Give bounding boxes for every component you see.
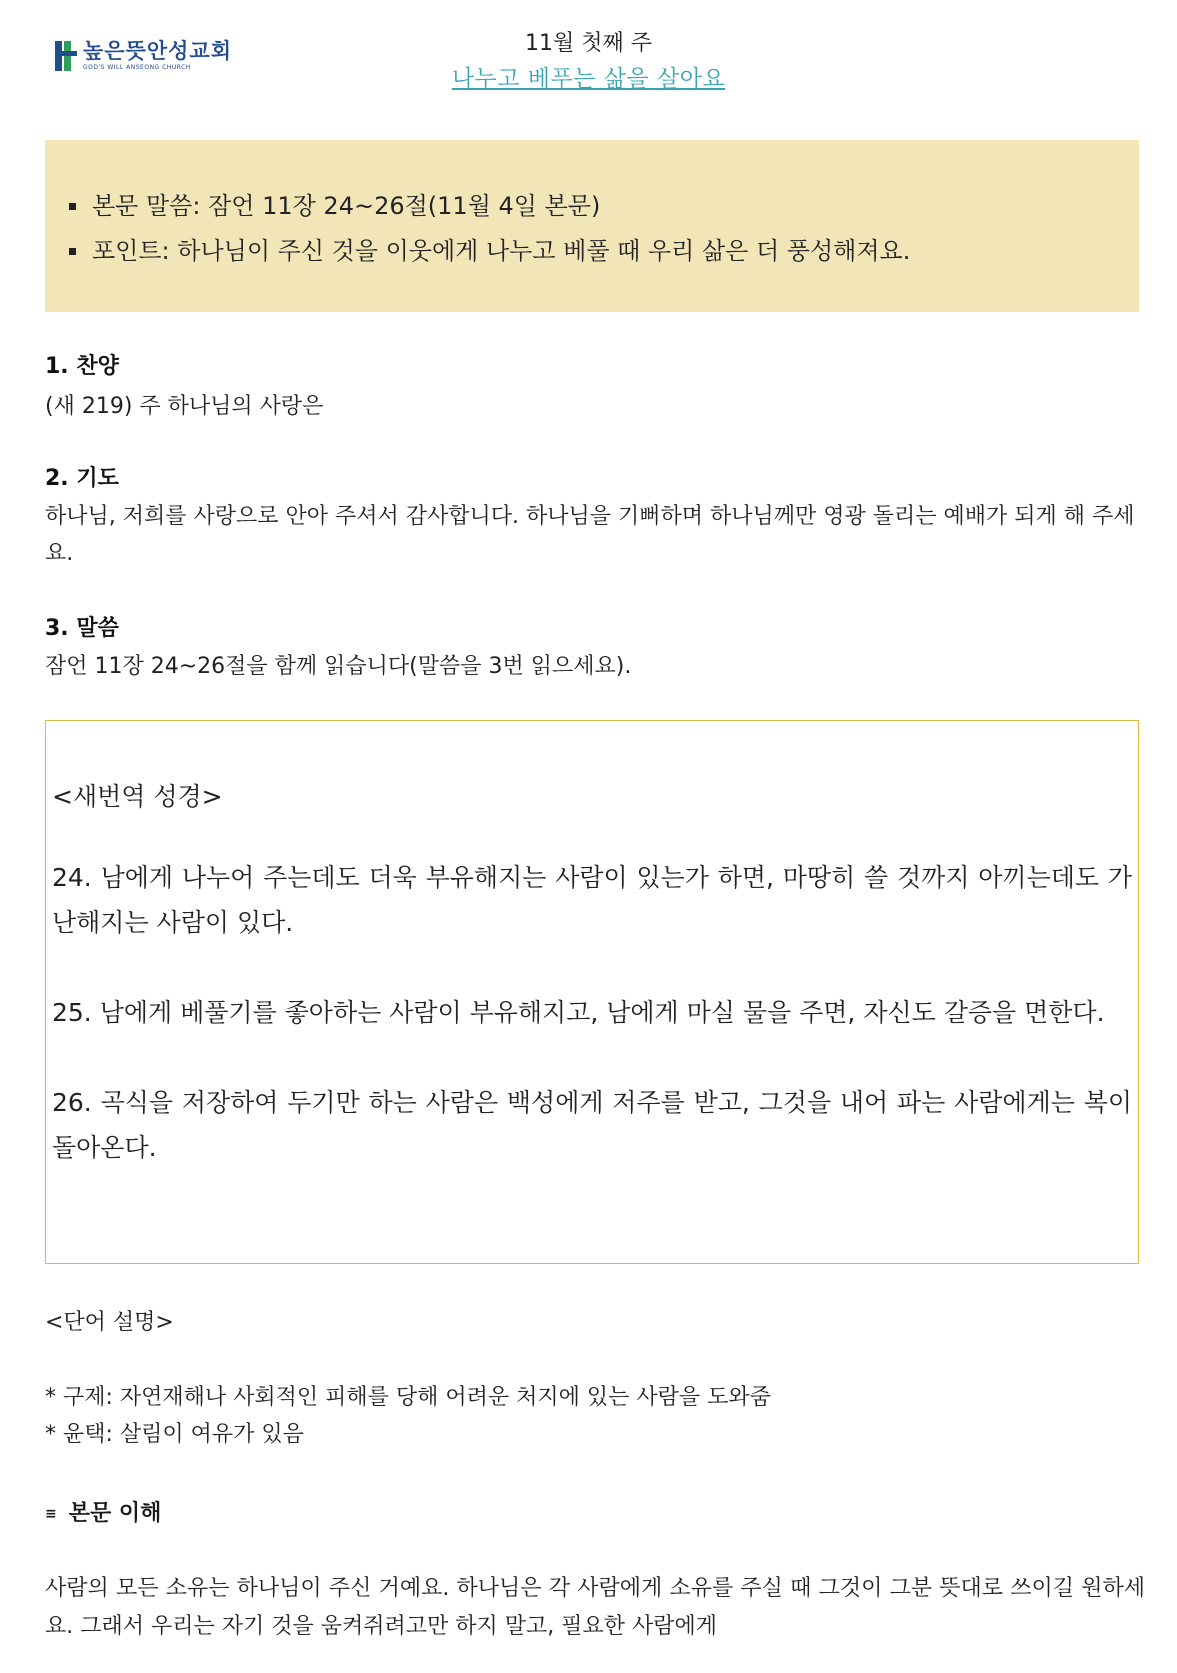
section-title: 2. 기도	[45, 466, 119, 491]
menu-lines-icon: ≡	[45, 1506, 57, 1522]
week-label: 11월 첫째 주	[525, 31, 652, 56]
section-body: 하나님, 저희를 사랑으로 안아 주셔서 감사합니다. 하나님을 기뻐하며 하나님께만 영광 돌리는 예배가 되게 해 주세요.	[45, 504, 1135, 566]
glossary-heading: <단어 설명>	[45, 1310, 174, 1335]
understanding-heading	[45, 1498, 161, 1530]
bible-verse: 24. 남에게 나누어 주는데도 더욱 부유해지는 사람이 있는가 하면, 마땅히 쓸 것까지 아끼는데도 가난해지는 사람이 있다.	[52, 863, 1132, 937]
bible-verse: 26. 곡식을 저장하여 두기만 하는 사람은 백성에게 저주를 받고, 그것을 내어 파는 사람에게는 복이 돌아온다.	[52, 1088, 1132, 1162]
glossary-item: * 윤택: 살림이 여유가 있음	[45, 1422, 304, 1447]
page-header	[0, 28, 1177, 96]
bible-version-heading: <새번역 성경>	[52, 782, 223, 811]
word-glossary	[45, 1305, 1145, 1453]
bullet-icon	[69, 203, 76, 210]
bullet-icon	[69, 248, 76, 255]
summary-text: 포인트: 하나님이 주신 것을 이웃에게 나누고 베풀 때 우리 삶은 더 풍성해져요.	[92, 237, 911, 265]
summary-item	[65, 229, 1139, 274]
bible-verse: 25. 남에게 베풀기를 좋아하는 사람이 부유해지고, 남에게 마실 물을 주면, 자신도 갈증을 면한다.	[52, 998, 1105, 1027]
bible-passage-box	[45, 720, 1139, 1264]
page-title: 나누고 베푸는 삶을 살아요	[451, 66, 726, 92]
summary-item	[65, 184, 1139, 229]
summary-text: 본문 말씀: 잠언 11장 24~26절(11월 4일 본문)	[92, 192, 601, 220]
section-praise	[45, 352, 1145, 425]
section-word	[45, 614, 1145, 685]
logo-subtitle: GOD'S WILL ANSEONG CHURCH	[83, 64, 191, 71]
section-title: 3. 말씀	[45, 616, 119, 641]
section-body: (새 219) 주 하나님의 사랑은	[45, 394, 324, 419]
understanding-paragraph: 사람의 모든 소유는 하나님이 주신 거예요. 하나님은 각 사람에게 소유를 주실 때 그것이 그분 뜻대로 쓰이길 원하세요. 그래서 우리는 자기 것을 움켜쥐려고만 하지 말고, 필요한 사람에게	[45, 1576, 1145, 1639]
summary-box	[45, 140, 1139, 312]
glossary-item: * 구제: 자연재해나 사회적인 피해를 당해 어려운 처지에 있는 사람을 도와줌	[45, 1385, 771, 1410]
logo-name: 높은뜻안성교회	[83, 39, 233, 63]
section-body: 잠언 11장 24~26절을 함께 읽습니다(말씀을 3번 읽으세요).	[45, 654, 632, 679]
section-prayer	[45, 464, 1145, 572]
section-title: 1. 찬양	[45, 354, 119, 379]
understanding-title: 본문 이해	[68, 1501, 162, 1526]
